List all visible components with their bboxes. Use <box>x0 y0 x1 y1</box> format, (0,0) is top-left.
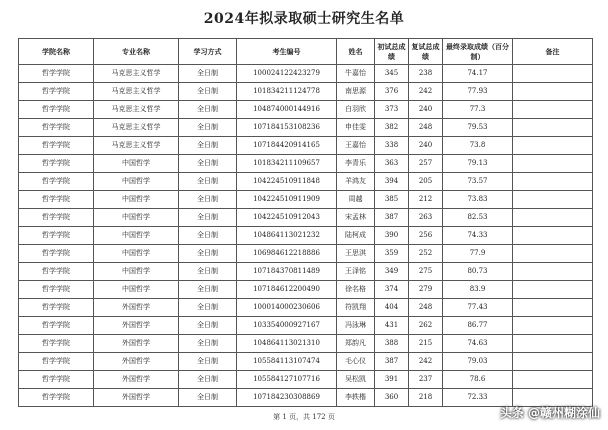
candidate-id-cell: 104224510911909 <box>237 191 337 209</box>
college-cell: 哲学学院 <box>19 101 94 119</box>
name-cell: 王泽铭 <box>337 263 375 281</box>
initial-score-cell: 387 <box>375 353 409 371</box>
name-cell: 郑韵凡 <box>337 335 375 353</box>
candidate-id-cell: 103354000927167 <box>237 317 337 335</box>
initial-score-cell: 338 <box>375 137 409 155</box>
name-cell: 周越 <box>337 191 375 209</box>
retest-score-cell: 218 <box>409 389 443 407</box>
remarks-cell <box>513 371 593 389</box>
remarks-cell <box>513 227 593 245</box>
name-cell: 白羽欣 <box>337 101 375 119</box>
column-header: 复试总成绩 <box>409 39 443 65</box>
remarks-cell <box>513 137 593 155</box>
column-header: 考生编号 <box>237 39 337 65</box>
column-header: 最终录取成绩（百分制） <box>443 39 513 65</box>
final-score-cell: 77.3 <box>443 101 513 119</box>
final-score-cell: 74.33 <box>443 227 513 245</box>
retest-score-cell: 237 <box>409 371 443 389</box>
final-score-cell: 79.53 <box>443 119 513 137</box>
initial-score-cell: 387 <box>375 209 409 227</box>
major-cell: 外国哲学 <box>94 299 179 317</box>
remarks-cell <box>513 65 593 83</box>
remarks-cell <box>513 119 593 137</box>
major-cell: 外国哲学 <box>94 353 179 371</box>
final-score-cell: 79.13 <box>443 155 513 173</box>
initial-score-cell: 345 <box>375 65 409 83</box>
name-cell: 王思淇 <box>337 245 375 263</box>
final-score-cell: 72.33 <box>443 389 513 407</box>
retest-score-cell: 252 <box>409 245 443 263</box>
initial-score-cell: 363 <box>375 155 409 173</box>
candidate-id-cell: 105584113107474 <box>237 353 337 371</box>
retest-score-cell: 279 <box>409 281 443 299</box>
college-cell: 哲学学院 <box>19 209 94 227</box>
candidate-id-cell: 104874000144916 <box>237 101 337 119</box>
candidate-id-cell: 107184153108236 <box>237 119 337 137</box>
major-cell: 外国哲学 <box>94 371 179 389</box>
major-cell: 中国哲学 <box>94 173 179 191</box>
study-mode-cell: 全日制 <box>179 83 237 101</box>
study-mode-cell: 全日制 <box>179 65 237 83</box>
candidate-id-cell: 107184230308869 <box>237 389 337 407</box>
college-cell: 哲学学院 <box>19 389 94 407</box>
name-cell: 宋孟林 <box>337 209 375 227</box>
remarks-cell <box>513 209 593 227</box>
name-cell: 牛嘉怡 <box>337 65 375 83</box>
remarks-cell <box>513 299 593 317</box>
study-mode-cell: 全日制 <box>179 173 237 191</box>
initial-score-cell: 374 <box>375 281 409 299</box>
candidate-id-cell: 100014000230606 <box>237 299 337 317</box>
retest-score-cell: 262 <box>409 317 443 335</box>
final-score-cell: 80.73 <box>443 263 513 281</box>
table-row <box>19 119 593 137</box>
remarks-cell <box>513 245 593 263</box>
initial-score-cell: 376 <box>375 83 409 101</box>
table-row <box>19 209 593 227</box>
major-cell: 马克思主义哲学 <box>94 119 179 137</box>
retest-score-cell: 215 <box>409 335 443 353</box>
table-row <box>19 155 593 173</box>
study-mode-cell: 全日制 <box>179 299 237 317</box>
page-footer: 第 1 页，共 172 页 <box>273 413 335 421</box>
retest-score-cell: 212 <box>409 191 443 209</box>
major-cell: 外国哲学 <box>94 389 179 407</box>
initial-score-cell: 431 <box>375 317 409 335</box>
major-cell: 马克思主义哲学 <box>94 83 179 101</box>
major-cell: 中国哲学 <box>94 155 179 173</box>
college-cell: 哲学学院 <box>19 317 94 335</box>
candidate-id-cell: 100024122423279 <box>237 65 337 83</box>
initial-score-cell: 382 <box>375 119 409 137</box>
initial-score-cell: 373 <box>375 101 409 119</box>
final-score-cell: 77.43 <box>443 299 513 317</box>
remarks-cell <box>513 353 593 371</box>
candidate-id-cell: 105584127107716 <box>237 371 337 389</box>
remarks-cell <box>513 263 593 281</box>
college-cell: 哲学学院 <box>19 353 94 371</box>
initial-score-cell: 359 <box>375 245 409 263</box>
column-header: 初试总成绩 <box>375 39 409 65</box>
remarks-cell <box>513 317 593 335</box>
candidate-id-cell: 104224510912043 <box>237 209 337 227</box>
table-row <box>19 137 593 155</box>
college-cell: 哲学学院 <box>19 119 94 137</box>
final-score-cell: 73.83 <box>443 191 513 209</box>
retest-score-cell: 257 <box>409 155 443 173</box>
table-row <box>19 353 593 371</box>
study-mode-cell: 全日制 <box>179 155 237 173</box>
name-cell: 毛心仪 <box>337 353 375 371</box>
college-cell: 哲学学院 <box>19 263 94 281</box>
initial-score-cell: 360 <box>375 389 409 407</box>
name-cell: 吴松凯 <box>337 371 375 389</box>
major-cell: 中国哲学 <box>94 191 179 209</box>
final-score-cell: 79.03 <box>443 353 513 371</box>
study-mode-cell: 全日制 <box>179 209 237 227</box>
study-mode-cell: 全日制 <box>179 191 237 209</box>
final-score-cell: 77.93 <box>443 83 513 101</box>
college-cell: 哲学学院 <box>19 137 94 155</box>
table-row <box>19 299 593 317</box>
major-cell: 马克思主义哲学 <box>94 101 179 119</box>
table-row <box>19 245 593 263</box>
name-cell: 李轶楷 <box>337 389 375 407</box>
study-mode-cell: 全日制 <box>179 371 237 389</box>
retest-score-cell: 240 <box>409 137 443 155</box>
study-mode-cell: 全日制 <box>179 245 237 263</box>
major-cell: 中国哲学 <box>94 209 179 227</box>
retest-score-cell: 238 <box>409 65 443 83</box>
study-mode-cell: 全日制 <box>179 137 237 155</box>
final-score-cell: 74.63 <box>443 335 513 353</box>
final-score-cell: 77.9 <box>443 245 513 263</box>
college-cell: 哲学学院 <box>19 299 94 317</box>
retest-score-cell: 248 <box>409 119 443 137</box>
remarks-cell <box>513 173 593 191</box>
initial-score-cell: 394 <box>375 173 409 191</box>
column-header: 姓名 <box>337 39 375 65</box>
remarks-cell <box>513 335 593 353</box>
final-score-cell: 78.6 <box>443 371 513 389</box>
major-cell: 马克思主义哲学 <box>94 137 179 155</box>
table-row <box>19 371 593 389</box>
candidate-id-cell: 104224510911848 <box>237 173 337 191</box>
table-row <box>19 173 593 191</box>
final-score-cell: 74.17 <box>443 65 513 83</box>
table-row <box>19 83 593 101</box>
table-body <box>19 65 593 407</box>
column-header: 专业名称 <box>94 39 179 65</box>
retest-score-cell: 263 <box>409 209 443 227</box>
college-cell: 哲学学院 <box>19 173 94 191</box>
table-header-row <box>19 39 593 65</box>
initial-score-cell: 349 <box>375 263 409 281</box>
name-cell: 徐名格 <box>337 281 375 299</box>
final-score-cell: 73.57 <box>443 173 513 191</box>
final-score-cell: 83.9 <box>443 281 513 299</box>
retest-score-cell: 256 <box>409 227 443 245</box>
column-header: 备注 <box>513 39 593 65</box>
college-cell: 哲学学院 <box>19 371 94 389</box>
watermark: 头条 @赣州糊涂仙 <box>499 406 600 420</box>
college-cell: 哲学学院 <box>19 65 94 83</box>
table-row <box>19 317 593 335</box>
table-row <box>19 281 593 299</box>
candidate-id-cell: 101834211124778 <box>237 83 337 101</box>
study-mode-cell: 全日制 <box>179 335 237 353</box>
study-mode-cell: 全日制 <box>179 389 237 407</box>
name-cell: 王嘉怡 <box>337 137 375 155</box>
table-row <box>19 65 593 83</box>
initial-score-cell: 388 <box>375 335 409 353</box>
candidate-id-cell: 101834211109657 <box>237 155 337 173</box>
page-title: 2024年拟录取硕士研究生名单 <box>203 11 405 27</box>
candidate-id-cell: 104864113021310 <box>237 335 337 353</box>
table-row <box>19 263 593 281</box>
college-cell: 哲学学院 <box>19 245 94 263</box>
table-row <box>19 101 593 119</box>
retest-score-cell: 242 <box>409 353 443 371</box>
table-row <box>19 191 593 209</box>
column-header: 学习方式 <box>179 39 237 65</box>
final-score-cell: 82.53 <box>443 209 513 227</box>
name-cell: 南思源 <box>337 83 375 101</box>
college-cell: 哲学学院 <box>19 281 94 299</box>
retest-score-cell: 248 <box>409 299 443 317</box>
column-header: 学院名称 <box>19 39 94 65</box>
major-cell: 中国哲学 <box>94 263 179 281</box>
study-mode-cell: 全日制 <box>179 281 237 299</box>
college-cell: 哲学学院 <box>19 155 94 173</box>
initial-score-cell: 391 <box>375 371 409 389</box>
study-mode-cell: 全日制 <box>179 101 237 119</box>
study-mode-cell: 全日制 <box>179 317 237 335</box>
final-score-cell: 73.8 <box>443 137 513 155</box>
remarks-cell <box>513 83 593 101</box>
table-row <box>19 335 593 353</box>
retest-score-cell: 205 <box>409 173 443 191</box>
major-cell: 外国哲学 <box>94 335 179 353</box>
remarks-cell <box>513 155 593 173</box>
table-row <box>19 227 593 245</box>
major-cell: 马克思主义哲学 <box>94 65 179 83</box>
study-mode-cell: 全日制 <box>179 353 237 371</box>
candidate-id-cell: 107184370811489 <box>237 263 337 281</box>
college-cell: 哲学学院 <box>19 335 94 353</box>
name-cell: 陆柯成 <box>337 227 375 245</box>
name-cell: 申佳雯 <box>337 119 375 137</box>
candidate-id-cell: 107184420914165 <box>237 137 337 155</box>
remarks-cell <box>513 281 593 299</box>
name-cell: 羊鸿友 <box>337 173 375 191</box>
admission-table <box>18 38 593 407</box>
major-cell: 中国哲学 <box>94 281 179 299</box>
retest-score-cell: 242 <box>409 83 443 101</box>
college-cell: 哲学学院 <box>19 83 94 101</box>
study-mode-cell: 全日制 <box>179 119 237 137</box>
retest-score-cell: 240 <box>409 101 443 119</box>
remarks-cell <box>513 101 593 119</box>
retest-score-cell: 275 <box>409 263 443 281</box>
initial-score-cell: 385 <box>375 191 409 209</box>
candidate-id-cell: 107184612200490 <box>237 281 337 299</box>
study-mode-cell: 全日制 <box>179 227 237 245</box>
major-cell: 外国哲学 <box>94 317 179 335</box>
name-cell: 冯泳琳 <box>337 317 375 335</box>
initial-score-cell: 404 <box>375 299 409 317</box>
college-cell: 哲学学院 <box>19 191 94 209</box>
initial-score-cell: 390 <box>375 227 409 245</box>
name-cell: 李青乐 <box>337 155 375 173</box>
name-cell: 符凯翔 <box>337 299 375 317</box>
college-cell: 哲学学院 <box>19 227 94 245</box>
major-cell: 中国哲学 <box>94 227 179 245</box>
candidate-id-cell: 104864113021232 <box>237 227 337 245</box>
candidate-id-cell: 106984612218886 <box>237 245 337 263</box>
study-mode-cell: 全日制 <box>179 263 237 281</box>
final-score-cell: 86.77 <box>443 317 513 335</box>
remarks-cell <box>513 191 593 209</box>
major-cell: 中国哲学 <box>94 245 179 263</box>
